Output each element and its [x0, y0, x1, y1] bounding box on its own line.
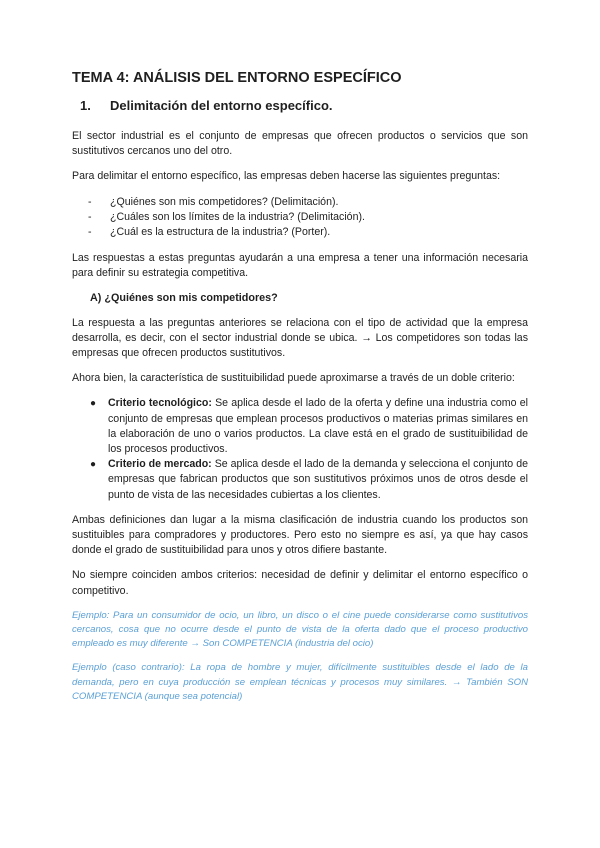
paragraph-criteria-intro: Ahora bien, la característica de sustituibilidad puede aproximarse a través de un doble criterio: — [72, 372, 515, 385]
list-item — [90, 396, 528, 457]
criteria-list — [90, 396, 528, 502]
paragraph-definition: El sector industrial es el conjunto de empresas que ofrecen productos o servicios que son sustitutivos cercanos uno del otro. — [72, 130, 528, 158]
criterion-term: Criterio de mercado: — [108, 458, 212, 471]
section-number: 1. — [80, 98, 91, 113]
list-item — [90, 457, 528, 503]
example-leisure: Ejemplo: Para un consumidor de ocio, un libro, un disco o el cine puede considerarse como sustitutivos cercanos, cosa que no ocurre desde el punto de vista de la oferta dado que el proceso productivo empleado es muy diferente → Son COMPETENCIA (industria del ocio) — [72, 609, 528, 650]
criterion-text: Se aplica desde el lado de la oferta y define una industria como el conjunto de empresas que emplean procesos productivos o materias primas similares en la elaboración de uno o varios productos. La clave está en el grado de sustituibilidad de los procesos productivos. — [108, 397, 528, 456]
bullet-dot: ● — [90, 459, 97, 471]
paragraph-competitors: La respuesta a las preguntas anteriores se relaciona con el tipo de actividad que la empresa desarrolla, es decir, con el sector industrial donde se ubica. → Los competidores son todas las empresas que ofrecen productos sustitutivos. — [72, 316, 528, 360]
dash-bullet: - — [88, 226, 92, 239]
dash-bullet: - — [88, 195, 92, 208]
paragraph-answers: Las respuestas a estas preguntas ayudarán a una empresa a tener una información necesaria para definir su estrategia competitiva. — [72, 252, 528, 280]
bullet-dot: ● — [90, 398, 97, 410]
criterion-text: Se aplica desde el lado de la demanda y selecciona el conjunto de empresas que fabrican productos que son sustitutivos próximos unos de otros desde el punto de vista de las necesidades cubiertas a los clientes. — [108, 458, 528, 501]
section-heading — [80, 98, 528, 113]
example-clothing: Ejemplo (caso contrario): La ropa de hombre y mujer, difícilmente sustituibles desde el lado de la demanda, pero en cuya producción se emplean técnicas y procesos muy similares. → También SON COMPETENCIA (aunque sea potencial) — [72, 662, 528, 702]
list-item: - ¿Cuál es la estructura de la industria? (Porter). — [88, 225, 528, 240]
list-item: - ¿Quiénes son mis competidores? (Delimitación). — [88, 195, 528, 210]
questions-list — [88, 195, 528, 241]
paragraph-criteria-mismatch: No siempre coinciden ambos criterios: necesidad de definir y delimitar el entorno específico o competitivo. — [72, 569, 528, 597]
paragraph-intro-questions: Para delimitar el entorno específico, las empresas deben hacerse las siguientes preguntas: — [72, 170, 501, 183]
subsection-heading: A) ¿Quiénes son mis competidores? — [90, 291, 278, 304]
dash-bullet: - — [88, 210, 92, 223]
page-title: TEMA 4: ANÁLISIS DEL ENTORNO ESPECÍFICO — [72, 70, 402, 86]
criterion-term: Criterio tecnológico: — [108, 397, 212, 410]
document-page — [72, 70, 528, 714]
list-item: - ¿Cuáles son los límites de la industria? (Delimitación). — [88, 210, 528, 225]
section-title: Delimitación del entorno específico. — [110, 98, 333, 113]
paragraph-definitions: Ambas definiciones dan lugar a la misma clasificación de industria cuando los productos son sustituibles para compradores y productores. Pero esto no siempre es así, ya que hay casos donde el grado de sustituibilidad para unos y otros difiere bastante. — [72, 513, 528, 557]
